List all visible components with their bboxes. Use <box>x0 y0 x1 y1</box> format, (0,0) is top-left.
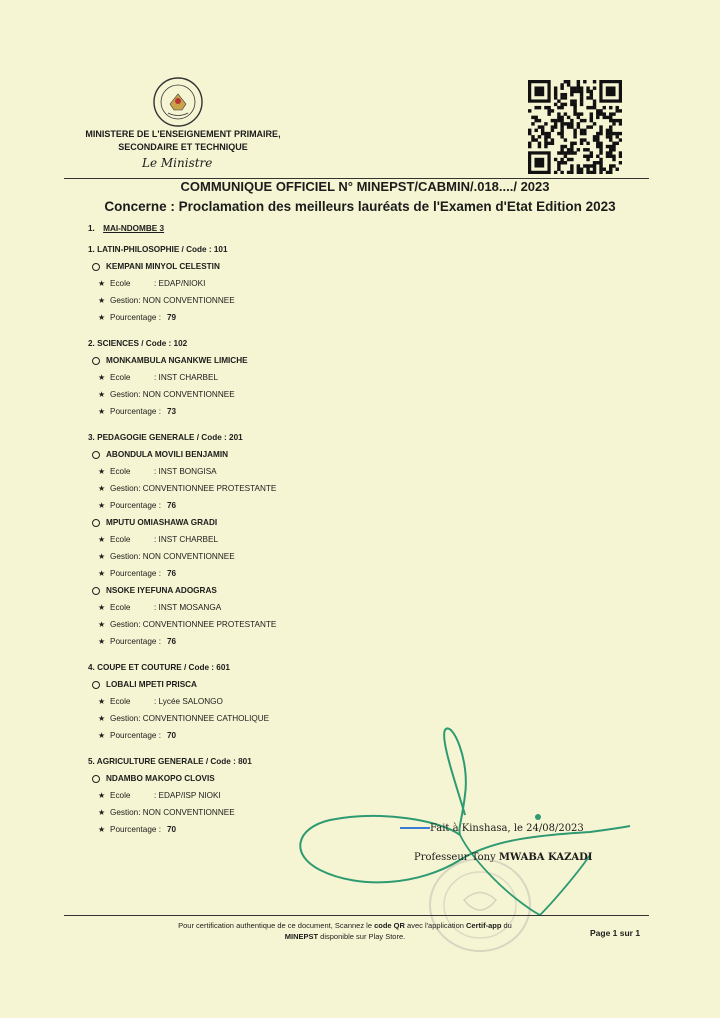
star-bullet-icon: ★ <box>98 620 106 629</box>
qr-code-icon <box>528 80 622 174</box>
management-row <box>88 480 388 497</box>
candidate-name-row <box>88 446 388 463</box>
pourcentage-label: Pourcentage : <box>110 313 161 322</box>
gestion-value: : CONVENTIONNEE CATHOLIQUE <box>138 714 270 723</box>
candidate-name-row <box>88 514 388 531</box>
pourcentage-value: 73 <box>166 407 177 416</box>
star-bullet-icon: ★ <box>98 535 106 544</box>
circle-bullet-icon <box>92 587 100 595</box>
certification-note <box>125 920 565 942</box>
star-bullet-icon: ★ <box>98 552 106 561</box>
gestion-value: : NON CONVENTIONNEE <box>138 808 235 817</box>
pourcentage-value: 76 <box>166 501 177 510</box>
circle-bullet-icon <box>92 357 100 365</box>
star-bullet-icon: ★ <box>98 569 106 578</box>
ecole-value: : INST MOSANGA <box>154 603 222 612</box>
candidate-name-row <box>88 676 388 693</box>
gestion-value: : NON CONVENTIONNEE <box>138 552 235 561</box>
star-bullet-icon: ★ <box>98 791 106 800</box>
pourcentage-value: 70 <box>166 731 177 740</box>
school-row <box>88 463 388 480</box>
footer-divider <box>64 915 649 916</box>
pourcentage-value: 76 <box>166 569 177 578</box>
percentage-row <box>88 565 388 582</box>
star-bullet-icon: ★ <box>98 484 106 493</box>
star-bullet-icon: ★ <box>98 279 106 288</box>
section-heading: 4. COUPE ET COUTURE / Code : 601 <box>88 663 230 672</box>
pourcentage-label: Pourcentage : <box>110 731 161 740</box>
gestion-value: : CONVENTIONNEE PROTESTANTE <box>138 484 277 493</box>
star-bullet-icon: ★ <box>98 296 106 305</box>
candidate-name: MPUTU OMIASHAWA GRADI <box>106 518 218 527</box>
candidate-name-row <box>88 258 388 275</box>
section-gap <box>88 420 388 425</box>
circle-bullet-icon <box>92 451 100 459</box>
page-number: Page 1 sur 1 <box>590 928 641 938</box>
pourcentage-value: 79 <box>166 313 177 322</box>
candidate-name: NDAMBO MAKOPO CLOVIS <box>106 774 215 783</box>
circle-bullet-icon <box>92 681 100 689</box>
percentage-row <box>88 633 388 650</box>
ministry-line-2: SECONDAIRE ET TECHNIQUE <box>118 142 248 152</box>
star-bullet-icon: ★ <box>98 373 106 382</box>
signatory-name <box>414 852 593 863</box>
star-bullet-icon: ★ <box>98 825 106 834</box>
star-bullet-icon: ★ <box>98 808 106 817</box>
pourcentage-value: 76 <box>166 637 177 646</box>
section-heading: 1. LATIN-PHILOSOPHIE / Code : 101 <box>88 245 228 254</box>
star-bullet-icon: ★ <box>98 390 106 399</box>
gestion-label: Gestion <box>110 714 139 723</box>
management-row <box>88 616 388 633</box>
candidate-name-row <box>88 352 388 369</box>
candidate-name: ABONDULA MOVILI BENJAMIN <box>106 450 229 459</box>
place-and-date: Fait à Kinshasa, le 24/08/2023 <box>430 823 584 834</box>
ecole-label: Ecole <box>110 373 131 382</box>
candidate-name: LOBALI MPETI PRISCA <box>106 680 197 689</box>
gestion-label: Gestion <box>110 808 139 817</box>
ecole-value: : INST BONGISA <box>154 467 217 476</box>
footer-text-4: disponible sur Play Store. <box>318 932 406 941</box>
star-bullet-icon: ★ <box>98 714 106 723</box>
school-row <box>88 531 388 548</box>
pourcentage-label: Pourcentage : <box>110 501 161 510</box>
management-row <box>88 386 388 403</box>
ecole-label: Ecole <box>110 279 131 288</box>
footer-qr-term: code QR <box>374 921 405 930</box>
gestion-label: Gestion <box>110 484 139 493</box>
pourcentage-value: 70 <box>166 825 177 834</box>
section-heading: 5. AGRICULTURE GENERALE / Code : 801 <box>88 757 252 766</box>
candidate-name: KEMPANI MINYOL CELESTIN <box>106 262 220 271</box>
gestion-value: : NON CONVENTIONNEE <box>138 390 235 399</box>
ministry-name <box>58 128 308 154</box>
government-seal-icon <box>152 76 204 128</box>
star-bullet-icon: ★ <box>98 501 106 510</box>
footer-ministry: MINEPST <box>284 932 319 941</box>
star-bullet-icon: ★ <box>98 731 106 740</box>
gestion-label: Gestion <box>110 620 139 629</box>
ecole-label: Ecole <box>110 535 131 544</box>
ecole-label: Ecole <box>110 467 131 476</box>
gestion-label: Gestion <box>110 296 139 305</box>
ecole-value: : INST CHARBEL <box>154 373 219 382</box>
ecole-value: : Lycée SALONGO <box>154 697 223 706</box>
management-row <box>88 548 388 565</box>
ministry-line-1: MINISTERE DE L'ENSEIGNEMENT PRIMAIRE, <box>85 129 281 139</box>
ecole-value: : INST CHARBEL <box>154 535 219 544</box>
pourcentage-label: Pourcentage : <box>110 637 161 646</box>
gestion-label: Gestion <box>110 552 139 561</box>
gestion-value: : NON CONVENTIONNEE <box>138 296 235 305</box>
ecole-value: : EDAP/NIOKI <box>154 279 206 288</box>
ecole-label: Ecole <box>110 697 131 706</box>
school-row <box>88 369 388 386</box>
star-bullet-icon: ★ <box>98 467 106 476</box>
pourcentage-label: Pourcentage : <box>110 407 161 416</box>
section-gap <box>88 326 388 331</box>
communique-title: COMMUNIQUE OFFICIEL N° MINEPST/CABMIN/.018..../ 2023 <box>180 179 550 194</box>
school-row <box>88 599 388 616</box>
footer-app-name: Certif-app <box>466 921 502 930</box>
school-row <box>88 693 388 710</box>
percentage-row <box>88 403 388 420</box>
concerne-line: Concerne : Proclamation des meilleurs lauréats de l'Examen d'Etat Edition 2023 <box>104 199 616 214</box>
circle-bullet-icon <box>92 263 100 271</box>
management-row <box>88 292 388 309</box>
ecole-label: Ecole <box>110 791 131 800</box>
province-number: 1. <box>88 224 95 233</box>
province-name: MAI-NDOMBE 3 <box>103 224 165 233</box>
ecole-label: Ecole <box>110 603 131 612</box>
circle-bullet-icon <box>92 775 100 783</box>
candidate-name: MONKAMBULA NGANKWE LIMICHE <box>106 356 248 365</box>
pourcentage-label: Pourcentage : <box>110 825 161 834</box>
section-heading: 3. PEDAGOGIE GENERALE / Code : 201 <box>88 433 243 442</box>
star-bullet-icon: ★ <box>98 637 106 646</box>
province-heading <box>88 220 388 237</box>
circle-bullet-icon <box>92 519 100 527</box>
section-gap <box>88 650 388 655</box>
star-bullet-icon: ★ <box>98 407 106 416</box>
footer-text-3: du <box>501 921 512 930</box>
star-bullet-icon: ★ <box>98 313 106 322</box>
candidate-name-row <box>88 582 388 599</box>
candidate-name: NSOKE IYEFUNA ADOGRAS <box>106 586 217 595</box>
percentage-row <box>88 497 388 514</box>
pourcentage-label: Pourcentage : <box>110 569 161 578</box>
footer-text-1: Pour certification authentique de ce document, Scannez le <box>178 921 375 930</box>
star-bullet-icon: ★ <box>98 603 106 612</box>
footer-text-2: avec l'application <box>404 921 466 930</box>
gestion-label: Gestion <box>110 390 139 399</box>
percentage-row <box>88 309 388 326</box>
gestion-value: : CONVENTIONNEE PROTESTANTE <box>138 620 277 629</box>
school-row <box>88 275 388 292</box>
signatory-prefix: Professeur Tony <box>414 852 496 863</box>
section-heading: 2. SCIENCES / Code : 102 <box>88 339 188 348</box>
ecole-value: : EDAP/ISP NIOKI <box>154 791 221 800</box>
star-bullet-icon: ★ <box>98 697 106 706</box>
minister-signature: Le Ministre <box>142 156 213 170</box>
signatory-last-name: MWABA KAZADI <box>498 852 593 863</box>
